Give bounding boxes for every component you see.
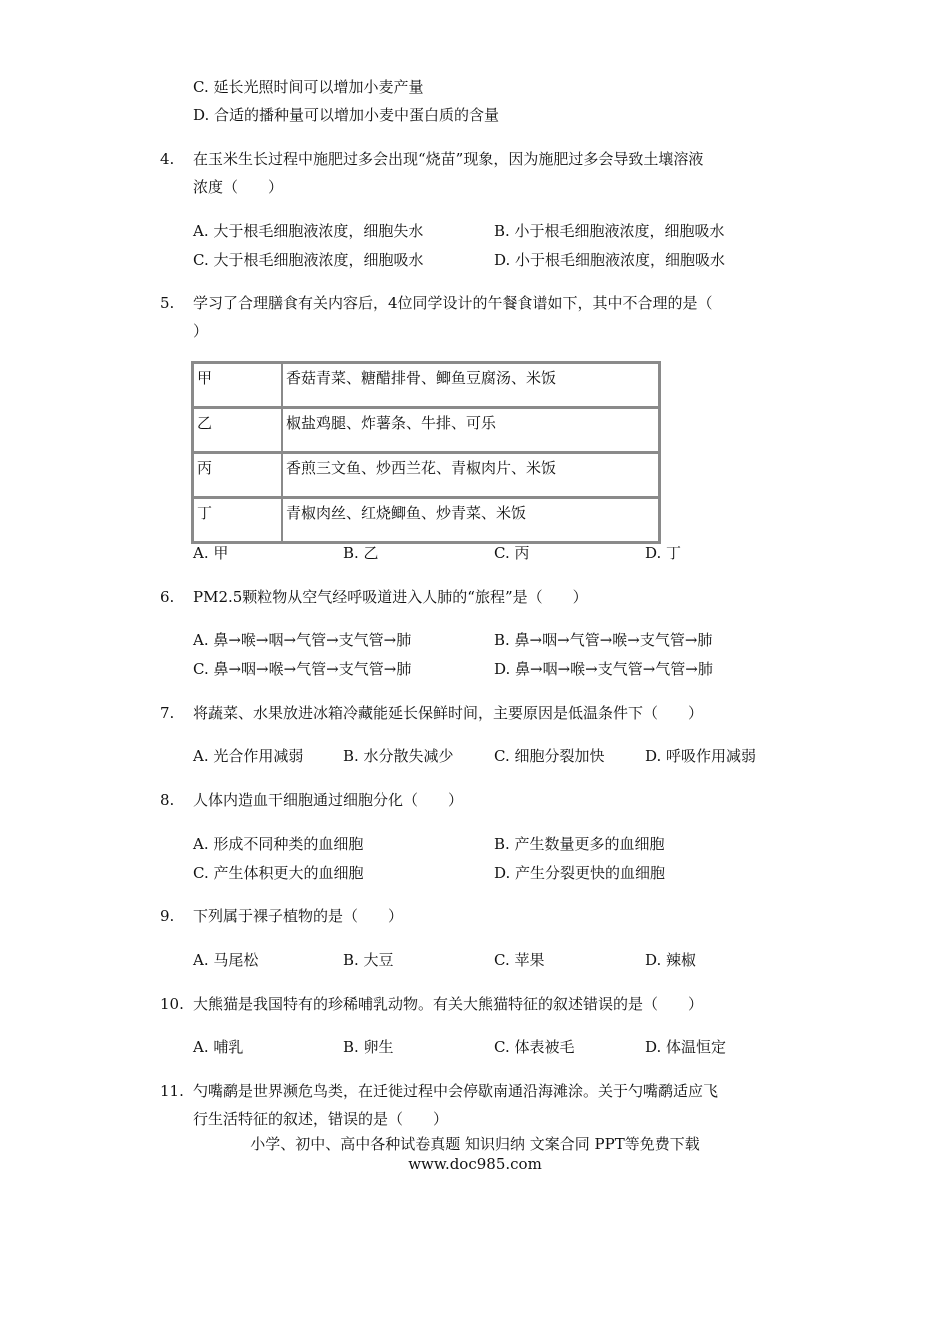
question-number: 7. [160,704,175,722]
question-text: 大熊猫是我国特有的珍稀哺乳动物。有关大熊猫特征的叙述错误的是（ ） [193,995,704,1013]
option-c-q3: C. 延长光照时间可以增加小麦产量 [193,78,424,96]
option-b[interactable]: B. 产生数量更多的血细胞 [494,835,665,853]
menu-name: 甲 [194,364,283,409]
option-c[interactable]: C. 鼻→咽→喉→气管→支气管→肺 [193,660,412,678]
option-b[interactable]: B. 乙 [343,544,379,562]
menu-dishes: 香菇青菜、糖醋排骨、鲫鱼豆腐汤、米饭 [283,364,658,409]
option-a[interactable]: A. 鼻→喉→咽→气管→支气管→肺 [193,631,412,649]
question-text: ） [193,322,209,340]
menu-dishes: 青椒肉丝、红烧鲫鱼、炒青菜、米饭 [286,504,527,522]
option-b[interactable]: B. 小于根毛细胞液浓度，细胞吸水 [494,222,725,240]
option-a[interactable]: A. 形成不同种类的血细胞 [193,835,364,853]
option-d[interactable]: D. 小于根毛细胞液浓度，细胞吸水 [494,251,726,269]
question-number: 9. [160,907,175,925]
option-a[interactable]: A. 大于根毛细胞液浓度，细胞失水 [193,222,424,240]
question-text: 在玉米生长过程中施肥过多会出现“烧苗”现象，因为施肥过多会导致土壤溶液 [193,150,704,168]
option-a[interactable]: A. 光合作用减弱 [193,747,304,765]
option-c[interactable]: C. 体表被毛 [494,1038,575,1056]
question-text: 下列属于裸子植物的是（ ） [193,907,404,925]
question-text: 将蔬菜、水果放进冰箱冷藏能延长保鲜时间，主要原因是低温条件下（ ） [193,704,704,722]
option-c[interactable]: C. 大于根毛细胞液浓度，细胞吸水 [193,251,424,269]
table-row [194,364,658,409]
option-c[interactable]: C. 丙 [494,544,530,562]
option-b[interactable]: B. 卵生 [343,1038,394,1056]
option-c[interactable]: C. 细胞分裂加快 [494,747,605,765]
lunch-menu-table [191,361,661,544]
menu-name: 丙 [194,454,283,499]
option-d[interactable]: D. 辣椒 [645,951,697,969]
footer-url[interactable]: www.doc985.com [408,1155,542,1173]
question-number: 8. [160,791,175,809]
question-text: PM2.5颗粒物从空气经呼吸道进入人肺的“旅程”是（ ） [193,588,588,606]
option-a[interactable]: A. 马尾松 [193,951,259,969]
menu-name: 乙 [194,409,283,454]
table-row [194,409,658,454]
question-text: 勺嘴鹬是世界濒危鸟类，在迁徙过程中会停歇南通沿海滩涂。关于勺嘴鹬适应飞 [193,1082,719,1100]
option-b[interactable]: B. 大豆 [343,951,394,969]
question-number: 4. [160,150,175,168]
question-text: 行生活特征的叙述，错误的是（ ） [193,1110,449,1128]
option-c[interactable]: C. 产生体积更大的血细胞 [193,864,364,882]
question-number: 6. [160,588,175,606]
menu-dishes: 椒盐鸡腿、炸薯条、牛排、可乐 [283,409,658,454]
question-number: 5. [160,294,175,312]
table-row [194,499,658,541]
question-text: 浓度（ ） [193,178,284,196]
menu-name: 丁 [194,499,283,541]
question-number: 10. [160,995,184,1013]
option-d[interactable]: D. 鼻→咽→喉→支气管→气管→肺 [494,660,713,678]
option-d[interactable]: D. 丁 [645,544,682,562]
question-text: 学习了合理膳食有关内容后，4位同学设计的午餐食谱如下，其中不合理的是（ [193,294,713,312]
option-a[interactable]: A. 哺乳 [193,1038,244,1056]
footer-text: 小学、初中、高中各种试卷真题 知识归纳 文案合同 PPT等免费下载 [250,1135,700,1153]
option-b[interactable]: B. 水分散失减少 [343,747,454,765]
question-text: 人体内造血干细胞通过细胞分化（ ） [193,791,464,809]
question-number: 11. [160,1082,184,1100]
option-d[interactable]: D. 呼吸作用减弱 [645,747,757,765]
option-c[interactable]: C. 苹果 [494,951,545,969]
option-a[interactable]: A. 甲 [193,544,229,562]
option-d[interactable]: D. 体温恒定 [645,1038,727,1056]
option-b[interactable]: B. 鼻→咽→气管→喉→支气管→肺 [494,631,713,649]
option-d[interactable]: D. 产生分裂更快的血细胞 [494,864,666,882]
option-d-q3: D. 合适的播种量可以增加小麦中蛋白质的含量 [193,106,500,124]
table-row [194,454,658,499]
menu-dishes: 香煎三文鱼、炒西兰花、青椒肉片、米饭 [283,454,658,499]
